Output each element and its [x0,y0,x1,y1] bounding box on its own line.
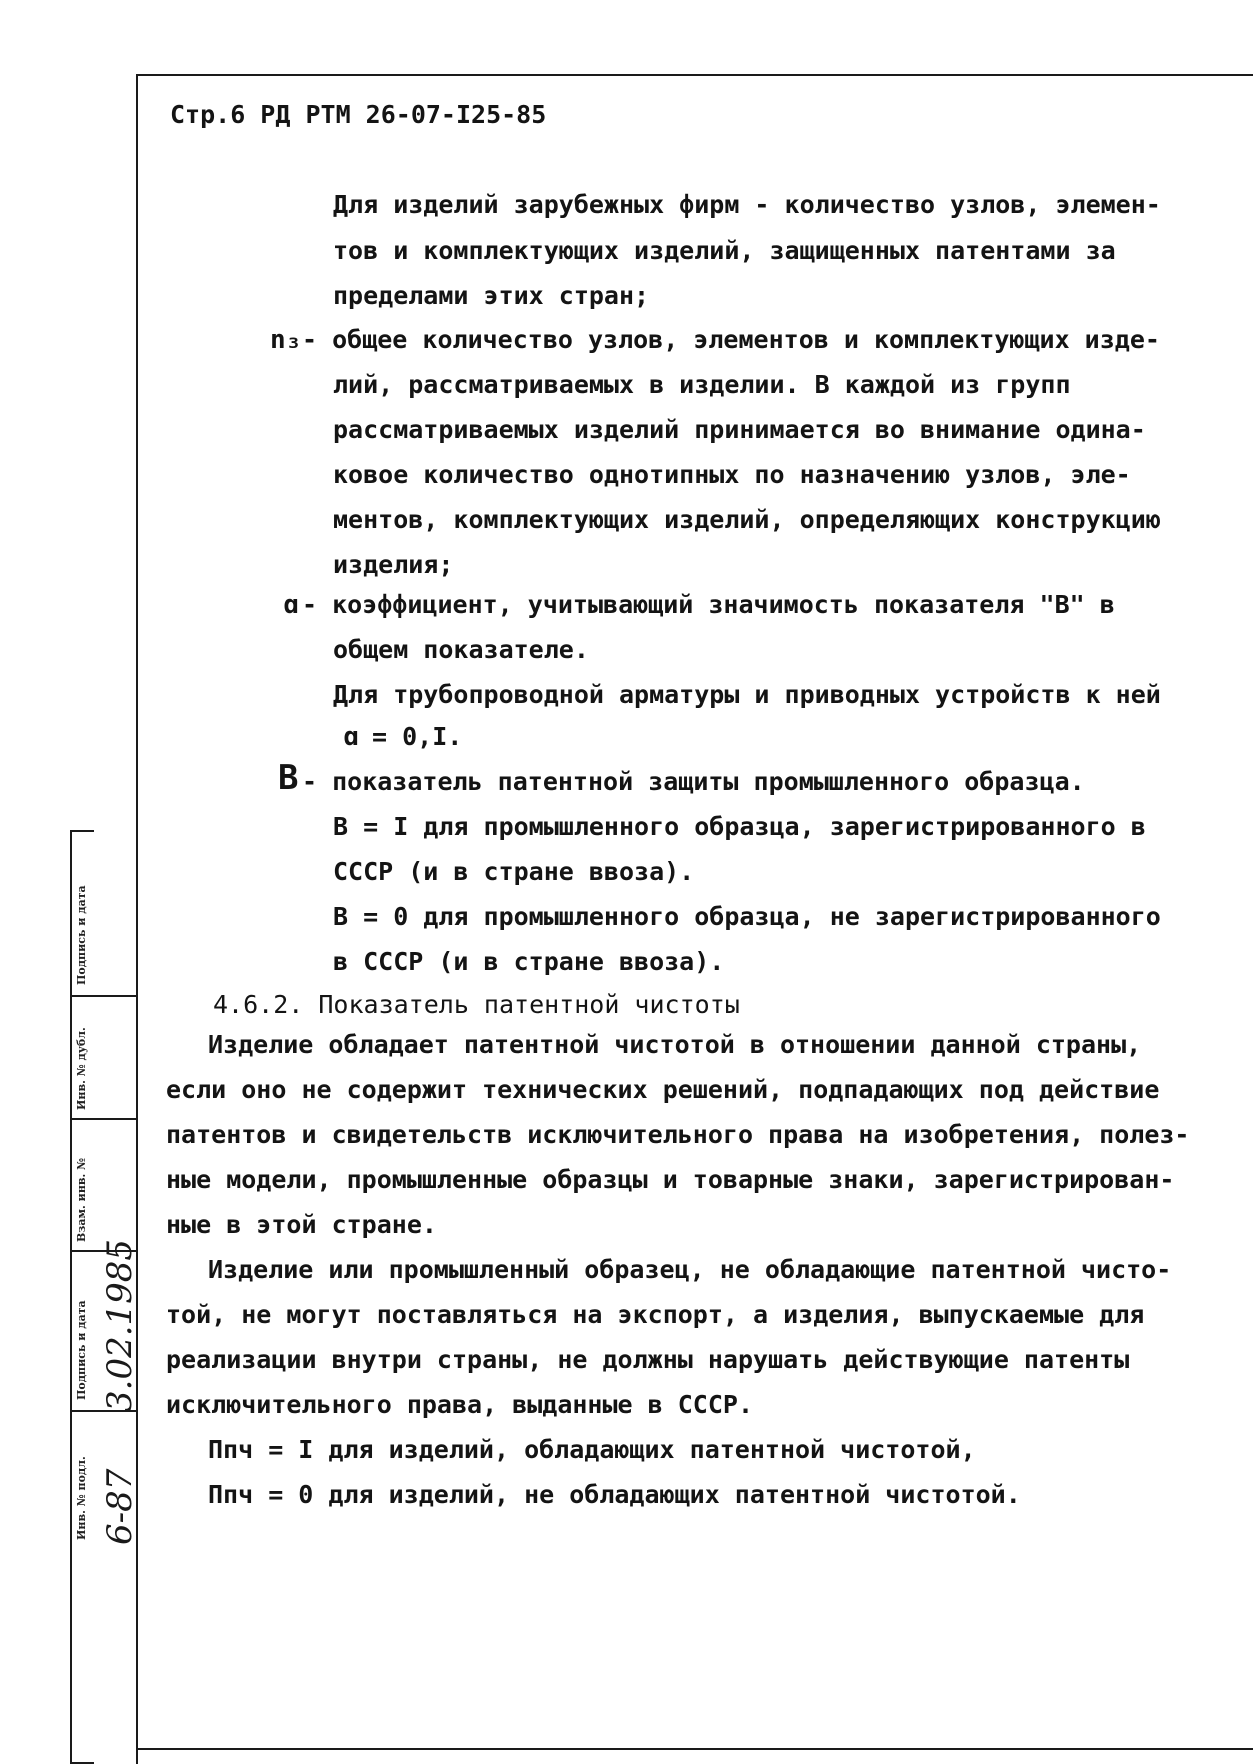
symbol-alpha: ɑ [343,722,359,752]
handwritten-inventory-number: 6-87 [100,1468,140,1545]
symbol-alpha: ɑ [283,590,299,620]
text-line: реализации внутри страны, не должны нарушать действующие патенты [166,1345,1130,1374]
text-line: в СССР (и в стране ввоза). [333,947,725,976]
text-line: - общее количество узлов, элементов и комплектующих изде- [302,325,1160,354]
text-line: ные в этой стране. [166,1210,437,1239]
text-line: = 0,I. [372,722,463,751]
text-line: пределами этих стран; [333,281,650,310]
stamp-label-duplicate-number: Инв. № дубл. [75,1027,88,1110]
formula-line: Ппч = 0 для изделий, не обладающих патентной чистотой. [208,1480,1021,1509]
text-line: если оно не содержит технических решений, подпадающих под действие [166,1075,1160,1104]
stamp-label-original-number: Инв. № подл. [75,1456,88,1540]
text-line: патентов и свидетельств исключительного права на изобретения, полез- [166,1120,1190,1149]
text-line: - показатель патентной защиты промышленного образца. [302,767,1085,796]
text-line: ковое количество однотипных по назначению узлов, эле- [333,460,1131,489]
text-line: Для трубопроводной арматуры и приводных устройств к ней [333,680,1161,709]
symbol-n3: n₃ [270,325,302,355]
symbol-b: B [278,758,299,798]
text-line: - коэффициент, учитывающий значимость показателя "В" в [302,590,1115,619]
stamp-label-signature-date: Подпись и дата [75,1300,88,1400]
handwritten-date: 3.02.1985 [100,1238,140,1412]
text-line: исключительного права, выданные в СССР. [166,1390,753,1419]
text-line: тов и комплектующих изделий, защищенных патентами за [333,236,1116,265]
formula-line: Ппч = I для изделий, обладающих патентной чистотой, [208,1435,976,1464]
frame-bottom-border [136,1748,1253,1750]
text-line: лий, рассматриваемых в изделии. В каждой из групп [333,370,1071,399]
stamp-divider [70,995,136,997]
text-line: изделия; [333,550,454,579]
text-line: СССР (и в стране ввоза). [333,857,695,886]
page-header: Стр.6 РД РТМ 26-07-I25-85 [170,100,547,129]
text-line: ментов, комплектующих изделий, определяющих конструкцию [333,505,1161,534]
text-line: общем показателе. [333,635,589,664]
text-line: Изделие или промышленный образец, не обладающие патентной чисто- [208,1255,1172,1284]
text-line: рассматриваемых изделий принимается во внимание одина- [333,415,1146,444]
frame-top-border [136,74,1253,76]
text-line: В = 0 для промышленного образца, не зарегистрированного [333,902,1161,931]
text-line: ные модели, промышленные образцы и товарные знаки, зарегистрирован- [166,1165,1175,1194]
stamp-label-signature-date: Подпись и дата [75,885,88,985]
stamp-divider [70,1118,136,1120]
stamp-label-replaced-number: Взам. инв. № [75,1157,88,1242]
text-line: Изделие обладает патентной чистотой в отношении данной страны, [208,1030,1142,1059]
section-heading: 4.6.2. Показатель патентной чистоты [213,990,740,1019]
text-line: В = I для промышленного образца, зарегистрированного в [333,812,1146,841]
text-line: той, не могут поставляться на экспорт, а изделия, выпускаемые для [166,1300,1145,1329]
text-line: Для изделий зарубежных фирм - количество узлов, элемен- [333,190,1161,219]
